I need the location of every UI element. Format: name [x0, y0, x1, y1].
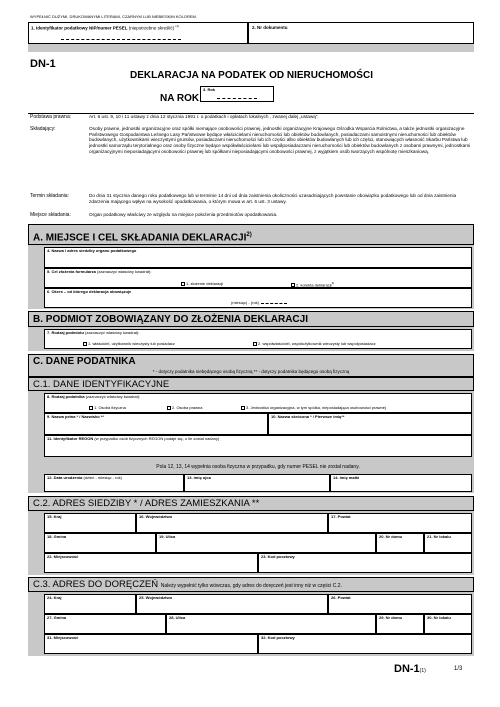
section-c-note: * - dotyczy podatnika niebędącego osobą fizyczną ** - dotyczy podatnika będącego osobą fizyczną: [152, 369, 350, 374]
field-19-label: 19. Ulica: [159, 534, 176, 539]
field-7-option-1-label: 1. właściciel, użytkownik wieczysty lub posiadacz: [88, 341, 175, 346]
field-5-note: (zaznaczyć właściwy kwadrat):: [97, 269, 152, 274]
field-1-dashes: [61, 36, 181, 40]
field-21-label: 21. Nr lokalu: [427, 534, 451, 539]
field-30-flat-number[interactable]: [424, 614, 472, 634]
field-19-street[interactable]: [156, 533, 376, 553]
field-21-flat-number[interactable]: [424, 533, 472, 553]
form-title-line1: DEKLARACJA NA PODATEK OD NIERUCHOMOŚCI: [130, 70, 373, 81]
section-b-header: [28, 311, 474, 327]
checkbox-icon: [291, 283, 295, 287]
field-7-label: 7. Rodzaj podmiotu: [47, 330, 84, 335]
field-5-purpose: [44, 268, 472, 288]
fill-instruction: WYPEŁNIĆ DUŻYMI, DRUKOWANYMI LITERAMI, CZARNYM LUB NIEBIESKIM KOLOREM.: [30, 14, 197, 19]
field-1-sup: (1): [175, 24, 180, 28]
footer-page-number: 1/3: [454, 666, 463, 672]
field-23-label: 23. Kod pocztowy: [261, 554, 295, 559]
field-7-option-2-label: 2. współwłaściciel, współużytkownik wieczysty lub współposiadacz: [258, 341, 376, 346]
field-31-locality[interactable]: [44, 634, 258, 654]
field-6-format: (miesiąc) - (rok): [231, 300, 259, 305]
field-5-option-2-sup: 3): [331, 281, 335, 285]
field-8-taxpayer-type: [44, 393, 472, 413]
section-c3-title: C.3. ADRES DO DORĘCZEŃ: [33, 579, 159, 590]
field-13-label: 13. Imię ojca: [187, 475, 211, 480]
field-8-option-1-label: 1. Osoba fizyczna: [94, 405, 126, 410]
field-16-label: 16. Województwo: [139, 514, 173, 519]
field-8-option-3[interactable]: [241, 405, 386, 410]
field-26-district[interactable]: [328, 594, 472, 614]
field-8-note: (zaznaczyć właściwy kwadrat):: [85, 394, 141, 399]
field-24-country[interactable]: [44, 594, 136, 614]
field-4-tax-office[interactable]: [44, 247, 472, 268]
section-c-title: C. DANE PODATNIKA: [33, 356, 136, 367]
field-2-document-number[interactable]: [248, 22, 474, 44]
field-6-label: 6. Okres – od którego deklaracja obowiązuje: [47, 289, 132, 294]
field-27-municipality[interactable]: [44, 614, 166, 634]
deadline-text: Do dnia 31 stycznia danego roku podatkowego lub w terminie 14 dni od dnia zaistnienia okoliczności uzasadniających powstanie obowiązku podatkowego lub od dnia zaistnienia zdarzenia mającego wpływ na wysokość opodatkowania, o którym mowa w art. 6 ust. 3 ustawy.: [89, 193, 457, 204]
submitter-label: Składający:: [30, 126, 56, 132]
deadline-label: Termin składania:: [30, 193, 69, 199]
field-7-option-1[interactable]: [83, 341, 175, 346]
field-1-taxpayer-id[interactable]: [28, 22, 248, 44]
footer-form-code: [394, 663, 426, 675]
field-25-voivodeship[interactable]: [136, 594, 328, 614]
form-title-line2: NA ROK: [160, 93, 200, 104]
field-11-regon[interactable]: [44, 435, 472, 457]
checkbox-icon: [181, 282, 185, 286]
section-c1-title: C.1. DANE IDENTYFIKACYJNE: [33, 379, 170, 390]
section-c3-note: Należy wypełnić tylko wówczas, gdy adres do doręczeń jest inny niż w części C.2.: [160, 583, 342, 589]
field-29-label: 29. Nr domu: [379, 615, 403, 620]
field-1-note: (niepotrzebne skreślić): [128, 25, 175, 31]
section-a-sup: 2): [246, 232, 252, 238]
field-17-district[interactable]: [328, 513, 472, 533]
field-7-option-2[interactable]: [253, 341, 376, 346]
section-a-title: A. MIEJSCE I CEL SKŁADANIA DEKLARACJI: [33, 232, 247, 244]
footer-code: DN-1: [394, 663, 420, 675]
field-9-label: 9. Nazwa pełna * / Nazwisko **: [47, 414, 104, 419]
field-7-entity-type: [44, 329, 472, 349]
legal-basis-text: Art. 6 ust. 9, 10 i 11 ustawy z dnia 12 stycznia 1991 r. o podatkach i opłatach lokalnych , zwanej dalej „ustawą”.: [89, 114, 319, 119]
form-code-title: DN-1: [30, 58, 56, 70]
field-32-label: 32. Kod pocztowy: [261, 635, 295, 640]
field-22-label: 22. Miejscowość: [47, 554, 79, 559]
checkbox-icon: [89, 406, 93, 410]
field-3-dashes: [217, 95, 257, 99]
field-29-house-number[interactable]: [376, 614, 424, 634]
field-12-birth-date[interactable]: [44, 474, 184, 492]
field-8-option-2[interactable]: [167, 405, 202, 410]
field-15-country[interactable]: [44, 513, 136, 533]
field-30-label: 30. Nr lokalu: [427, 615, 451, 620]
field-2-label: 2. Nr dokumentu: [252, 25, 288, 30]
field-9-full-name[interactable]: [44, 413, 268, 435]
checkbox-icon: [83, 342, 87, 346]
section-c3-header: [28, 577, 474, 592]
field-8-option-1[interactable]: [89, 405, 126, 410]
field-10-short-name[interactable]: [268, 413, 472, 435]
checkbox-icon: [167, 406, 171, 410]
field-5-label: 5. Cel złożenia formularza: [47, 269, 96, 274]
field-25-label: 25. Województwo: [139, 595, 173, 600]
field-11-note: (w przypadku osób fizycznych REGON podaje się, o ile został nadany): [94, 436, 220, 441]
field-8-option-3-label: 3. Jednostka organizacyjna, w tym spółka, nieposiadająca osobowości prawnej: [246, 405, 386, 410]
field-10-label: 10. Nazwa skrócona * / Pierwsze imię**: [271, 414, 345, 419]
field-12-label: 12. Data urodzenia: [47, 475, 83, 480]
field-11-label: 11. Identyfikator REGON: [47, 436, 94, 441]
field-12-note: (dzień - miesiąc - rok): [83, 475, 122, 480]
field-20-label: 20. Nr domu: [379, 534, 403, 539]
place-text: Organ podatkowy właściwy ze względu na miejsce położenia przedmiotów opodatkowania.: [89, 212, 278, 217]
field-1-label: 1. Identyfikator podatkowy NIP/numer PESEL: [31, 25, 128, 31]
section-b-title: B. PODMIOT ZOBOWIĄZANY DO ZŁOŻENIA DEKLARACJI: [33, 314, 308, 325]
field-5-option-2[interactable]: [291, 281, 334, 287]
checkbox-icon: [241, 406, 245, 410]
field-26-label: 26. Powiat: [331, 595, 351, 600]
field-6-dashes: [261, 300, 287, 304]
field-6-period[interactable]: [44, 288, 472, 308]
field-28-street[interactable]: [166, 614, 376, 634]
section-c1-header: [28, 377, 474, 391]
field-3-label: 3. Rok: [203, 87, 216, 92]
field-24-label: 24. Kraj: [47, 595, 62, 600]
fields-12-14-info: Pola 12, 13, 14 wypełnia osoba fizyczna w przypadku, gdy numer PESEL nie został nadany.: [156, 464, 360, 470]
field-4-label: 4. Nazwa i adres siedziby organu podatkowego: [47, 248, 137, 253]
submitter-text: Osoby prawne, jednostki organizacyjne oraz spółki niemające osobowości prawnej, jednostki organizacyjne Krajowego Ośrodka Wsparcia Rolnictwa, a także jednostki organizacyjne Państwowego Gospodarstwa Leśnego Lasy Państwowe będące właścicielami nieruchomości lub obiektów budowlanych, posiadaczami samoistnymi nieruchomości lub obiektów budowlanych, użytkownikami wieczystymi gruntów, posiadaczami nieruchomości lub ich części albo obiektów budowlanych lub ich części, stanowiących własność Skarbu Państwa lub jednostki samorządu terytorialnego oraz osoby fizyczne będące współwłaścicielami lub współposiadaczami nieruchomości lub obiektów budowlanych z osobami prawnymi, jednostkami organizacyjnymi nieposiadającymi osobowości prawnej lub spółkami nieposiadającymi osobowości prawnej, z wyjątkiem osób tworzących wspólnotę mieszkaniową.: [89, 126, 471, 154]
field-14-mother-name[interactable]: [330, 474, 472, 492]
place-label: Miejsce składania:: [30, 212, 71, 218]
field-16-voivodeship[interactable]: [136, 513, 328, 533]
checkbox-icon: [253, 342, 257, 346]
field-27-label: 27. Gmina: [47, 615, 67, 620]
field-32-postal-code[interactable]: [258, 634, 472, 654]
field-8-option-2-label: 2. Osoba prawna: [172, 405, 203, 410]
field-23-postal-code[interactable]: [258, 553, 472, 573]
field-17-label: 17. Powiat: [331, 514, 351, 519]
field-15-label: 15. Kraj: [47, 514, 62, 519]
field-5-option-1-label: 1. złożenie deklaracji: [186, 281, 224, 286]
field-13-father-name[interactable]: [184, 474, 330, 492]
section-c-header: [28, 354, 474, 377]
section-c2-title: C.2. ADRES SIEDZIBY * / ADRES ZAMIESZKANIA **: [33, 498, 260, 509]
field-5-option-1[interactable]: [181, 281, 223, 286]
field-28-label: 28. Ulica: [169, 615, 186, 620]
field-7-note: (zaznaczyć właściwy kwadrat):: [85, 330, 140, 335]
field-8-label: 8. Rodzaj podatnika: [47, 394, 85, 399]
field-18-label: 18. Gmina: [47, 534, 67, 539]
field-14-label: 14. Imię matki: [333, 475, 360, 480]
section-c2-header: [28, 496, 474, 511]
field-31-label: 31. Miejscowość: [47, 635, 79, 640]
legal-basis-label: Podstawa prawna:: [30, 114, 72, 120]
section-a-header: [28, 224, 474, 245]
field-3-year[interactable]: [200, 86, 274, 102]
footer-version: (1): [419, 668, 426, 674]
field-20-house-number[interactable]: [376, 533, 424, 553]
field-22-locality[interactable]: [44, 553, 258, 573]
field-5-option-2-label: 2. korekta deklaracji: [296, 282, 332, 288]
field-18-municipality[interactable]: [44, 533, 156, 553]
